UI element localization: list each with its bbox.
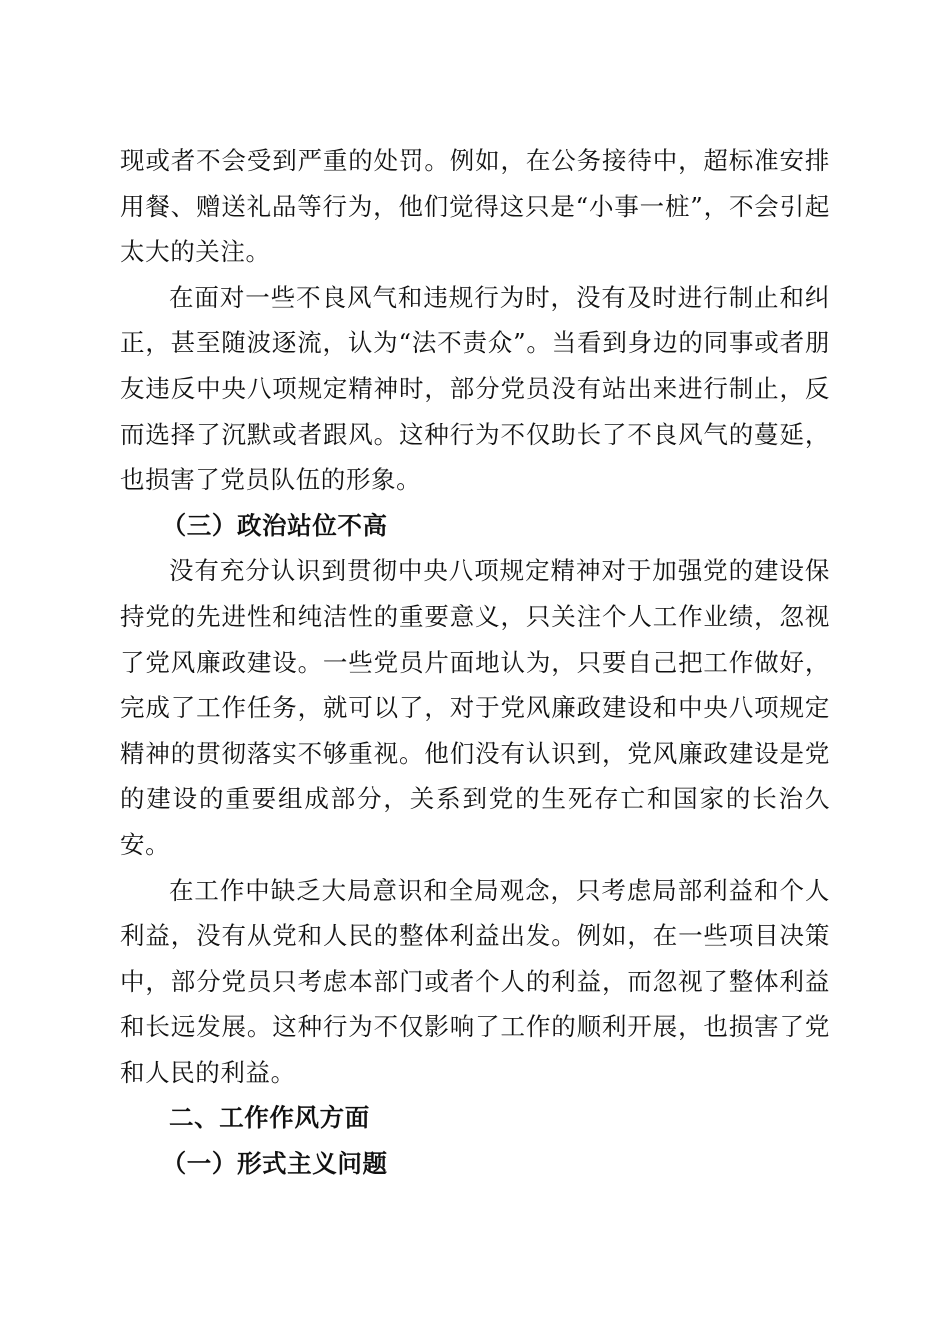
section-heading-work-style: 二、工作作风方面 bbox=[169, 1103, 370, 1133]
paragraph-continued: 现或者不会受到严重的处罚。例如，在公务接待中，超标准安排用餐、赠送礼品等行为，他们觉得这只是“小事一桩”，不会引起太大的关注。 bbox=[120, 146, 830, 267]
paragraph-party-building: 没有充分认识到贯彻中央八项规定精神对于加强党的建设保持党的先进性和纯洁性的重要意义，只关注个人工作业绩，忽视了党风廉政建设。一些党员片面地认为，只要自己把工作做好，完成了工作任务，就可以了，对于党风廉政建设和中央八项规定精神的贯彻落实不够重视。他们没有认识到，党风廉政建设是党的建设的重要组成部分，关系到党的生死存亡和国家的长治久安。 bbox=[120, 556, 830, 859]
subheading-formalism: （一）形式主义问题 bbox=[161, 1149, 388, 1179]
paragraph-overall-interest: 在工作中缺乏大局意识和全局观念，只考虑局部利益和个人利益，没有从党和人民的整体利益出发。例如，在一些项目决策中，部分党员只考虑本部门或者个人的利益，而忽视了整体利益和长远发展。这种行为不仅影响了工作的顺利开展，也损害了党和人民的利益。 bbox=[120, 875, 830, 1087]
paragraph-unhealthy-trends: 在面对一些不良风气和违规行为时，没有及时进行制止和纠正，甚至随波逐流，认为“法不责众”。当看到身边的同事或者朋友违反中央八项规定精神时，部分党员没有站出来进行制止，反而选择了沉默或者跟风。这种行为不仅助长了不良风气的蔓延，也损害了党员队伍的形象。 bbox=[120, 282, 830, 495]
subheading-political-stance: （三）政治站位不高 bbox=[161, 510, 388, 540]
document-body bbox=[120, 138, 830, 1187]
